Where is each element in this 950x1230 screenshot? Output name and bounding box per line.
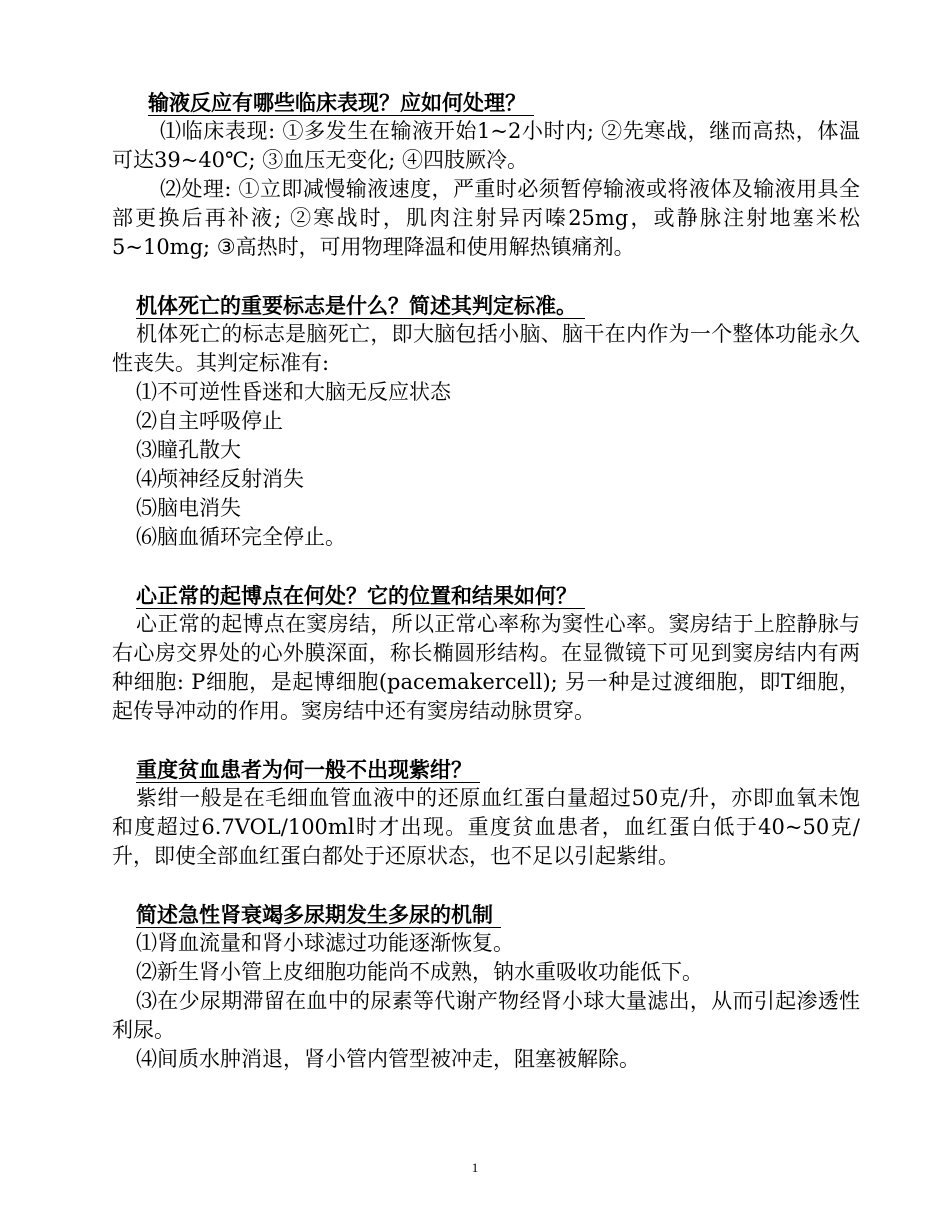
paragraph: ⑴临床表现: ①多发生在输液开始1~2小时内; ②先寒战，继而高热，体温可达39~40℃; ③血压无变化; ④四肢厥冷。 [112, 119, 860, 172]
section-anemia-cyanosis [112, 755, 860, 871]
paragraph: ⑵处理: ①立即减慢输液速度，严重时必须暂停输液或将液体及输液用具全部更换后再补液; ②寒战时，肌肉注射异丙嗪25mg，或静脉注射地塞米松5~10mg; ③高热时，可用物理降温和使用解热镇痛剂。 [112, 177, 860, 259]
list-item: ⑴肾血流量和肾小球滤过功能逐渐恢复。 [136, 931, 514, 955]
paragraph: 机体死亡的标志是脑死亡，即大脑包括小脑、脑干在内作为一个整体功能永久性丧失。其判定标准有: [112, 322, 860, 375]
section-heading: 输液反应有哪些临床表现？应如何处理？ [112, 88, 860, 117]
section-heading: 简述急性肾衰竭多尿期发生多尿的机制 [112, 900, 860, 929]
section-polyuria [112, 900, 860, 1074]
paragraph: 心正常的起博点在窦房结，所以正常心率称为窦性心率。窦房结于上腔静脉与右心房交界处的心外膜深面，称长椭圆形结构。在显微镜下可见到窦房结内有两种细胞: P细胞，是起博细胞(pacemakercell); 另一种是过渡细胞，即T细胞，起传导冲动的作用。窦房结中还有窦房结动脉贯穿。 [112, 612, 860, 723]
list-item: ⑷颅神经反射消失 [136, 467, 304, 491]
list-item: ⑵自主呼吸停止 [136, 409, 283, 433]
section-heading: 机体死亡的重要标志是什么？简述其判定标准。 [112, 291, 860, 320]
list-item: ⑵新生肾小管上皮细胞功能尚不成熟，钠水重吸收功能低下。 [136, 960, 703, 984]
list-item: ⑷间质水肿消退，肾小管内管型被冲走，阻塞被解除。 [136, 1047, 640, 1071]
list-item: ⑴不可逆性昏迷和大脑无反应状态 [136, 380, 451, 404]
section-infusion-reaction [112, 88, 860, 262]
page-number: 1 [471, 1160, 479, 1175]
list-item: ⑶在少尿期滞留在血中的尿素等代谢产物经肾小球大量滤出，从而引起渗透性利尿。 [112, 989, 860, 1042]
list-item: ⑸脑电消失 [136, 496, 241, 520]
section-heading: 心正常的起博点在何处？它的位置和结果如何？ [112, 581, 860, 610]
document-body [112, 88, 860, 1103]
list-item: ⑶瞳孔散大 [136, 438, 241, 462]
paragraph: 紫绀一般是在毛细血管血液中的还原血红蛋白量超过50克/升，亦即血氧未饱和度超过6.7VOL/100ml时才出现。重度贫血患者，血红蛋白低于40~50克/升，即使全部血红蛋白都处于还原状态，也不足以引起紫绀。 [112, 786, 860, 868]
section-pacemaker [112, 581, 860, 726]
list-item: ⑹脑血循环完全停止。 [136, 525, 346, 549]
section-heading: 重度贫血患者为何一般不出现紫绀？ [112, 755, 860, 784]
section-brain-death [112, 291, 860, 552]
